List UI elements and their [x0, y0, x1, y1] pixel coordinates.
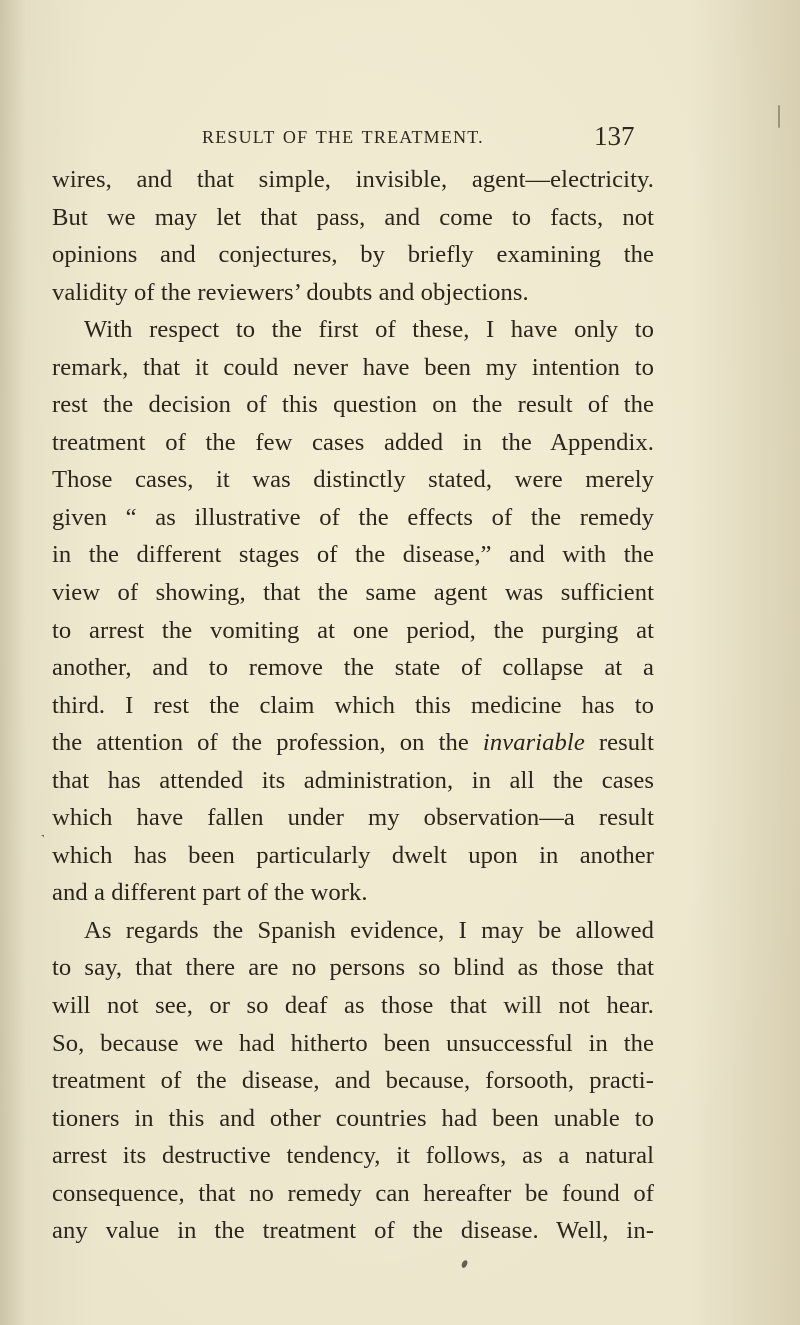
- page-gutter-shadow: [0, 0, 26, 1325]
- paper-edge-mark: [778, 105, 780, 128]
- line-text-after-italic: result: [584, 729, 654, 757]
- italic-word: invariable: [482, 729, 585, 757]
- text-line: treatment of the disease, and because, forsooth, practi-: [52, 1067, 654, 1095]
- text-line: But we may let that pass, and come to facts, not: [52, 203, 654, 231]
- text-line: opinions and conjectures, by briefly examining the: [52, 241, 654, 269]
- margin-tick-mark: ˆ: [36, 833, 46, 846]
- running-title: RESULT OF THE TREATMENT.: [202, 127, 484, 147]
- paragraph-start-line: With respect to the first of these, I have only to: [84, 316, 654, 344]
- text-line: will not see, or so deaf as those that will not hear.: [52, 992, 654, 1020]
- text-line: validity of the reviewers’ doubts and objections.: [52, 278, 529, 306]
- text-line: wires, and that simple, invisible, agent—electricity.: [52, 166, 654, 193]
- text-line: treatment of the few cases added in the Appendix.: [52, 428, 654, 456]
- text-line: which has been particularly dwelt upon in another: [52, 841, 654, 869]
- text-line: consequence, that no remedy can hereafter be found of: [52, 1179, 654, 1207]
- ink-speck: [460, 1259, 468, 1268]
- text-line: given “ as illustrative of the effects of the remedy: [52, 503, 654, 531]
- text-line-with-italic: [52, 724, 654, 762]
- line-text-before-italic: the attention of the profession, on the: [52, 729, 483, 757]
- text-line: to arrest the vomiting at one period, the purging at: [52, 616, 654, 644]
- text-line: another, and to remove the state of collapse at a: [52, 654, 654, 682]
- page-header: [202, 119, 654, 155]
- text-line: tioners in this and other countries had been unable to: [52, 1104, 654, 1132]
- text-line: view of showing, that the same agent was sufficient: [52, 579, 654, 607]
- text-line: rest the decision of this question on the result of the: [52, 391, 654, 419]
- text-line: third. I rest the claim which this medicine has to: [52, 691, 654, 719]
- paragraph-start-line: As regards the Spanish evidence, I may be allowed: [84, 916, 654, 944]
- text-line: to say, that there are no persons so blind as those that: [52, 954, 654, 982]
- body-text: [52, 161, 654, 1250]
- page-number: 137: [594, 121, 635, 151]
- text-line: arrest its destructive tendency, it follows, as a natural: [52, 1142, 654, 1170]
- text-line: remark, that it could never have been my intention to: [52, 353, 654, 381]
- text-line: that has attended its administration, in all the cases: [52, 766, 654, 794]
- text-line: which have fallen under my observation—a result: [52, 804, 654, 832]
- text-line: and a different part of the work.: [52, 879, 368, 907]
- text-line: in the different stages of the disease,” and with the: [52, 541, 654, 569]
- text-line: So, because we had hitherto been unsuccessful in the: [52, 1029, 654, 1057]
- text-line: any value in the treatment of the disease. Well, in-: [52, 1217, 654, 1245]
- text-line: Those cases, it was distinctly stated, were merely: [52, 466, 654, 494]
